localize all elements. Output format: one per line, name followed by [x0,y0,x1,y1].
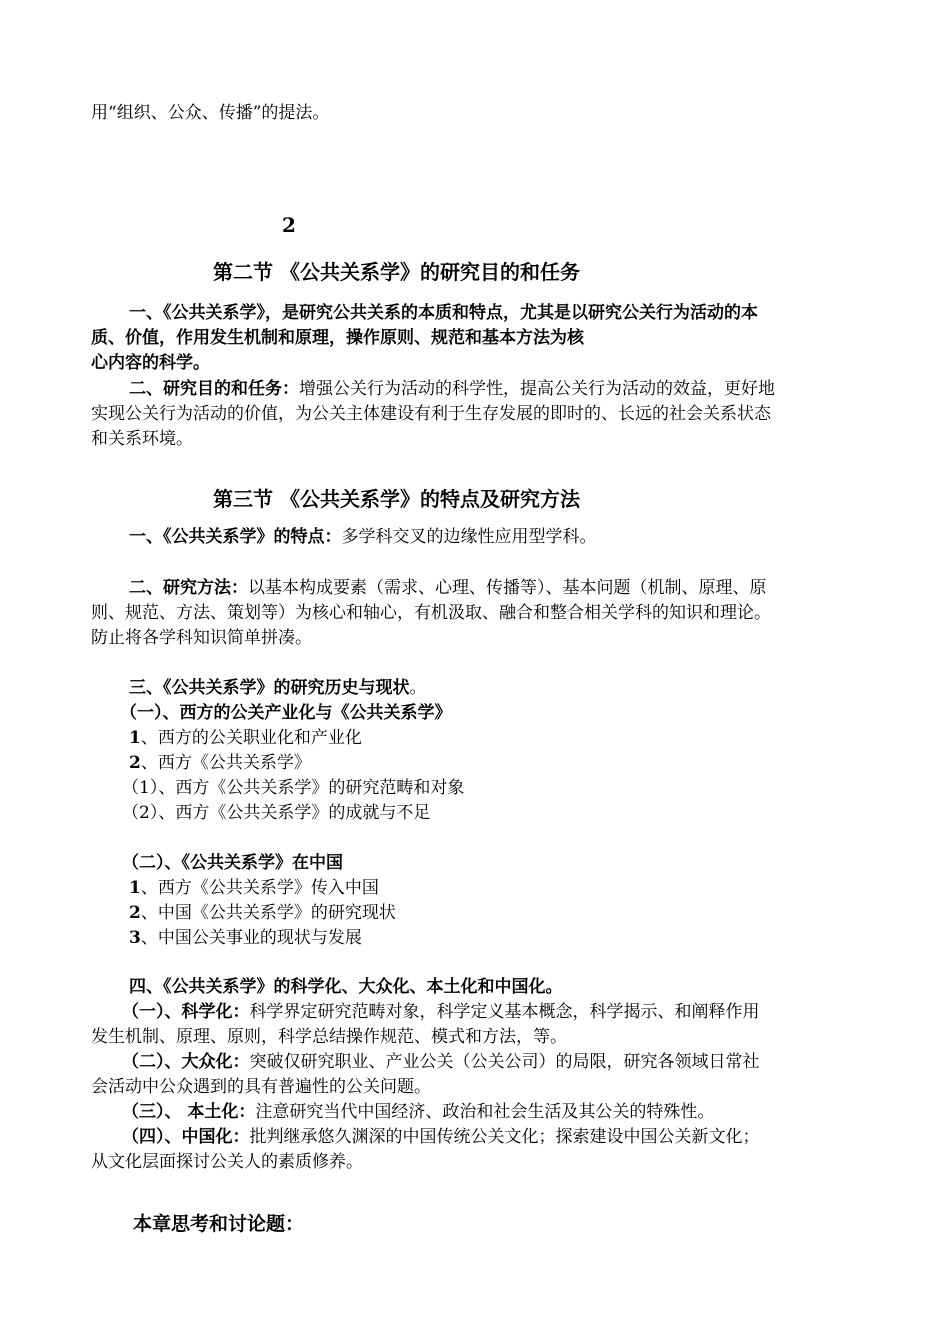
s3-p2-lead: 二、研究方法： [129,578,248,598]
s3-p4d-line [122,1125,760,1149]
s3-p1-lead: 一、《公共关系学》的特点： [129,527,342,547]
s3-p4b-text: 突破仅研究职业、产业公关（公关公司）的局限，研究各领域日常社 [249,1052,760,1072]
s3-sub2-title: （二）、《公共关系学》在中国 [122,853,343,873]
list-item [129,751,311,775]
list-item [129,876,379,900]
list-item-number: 2 [129,753,141,773]
list-item: （1）、西方《公共关系学》的研究范畴和对象 [122,778,465,798]
s2-p2-line: 和关系环境。 [91,429,193,449]
list-item [129,726,362,750]
s3-p2-line: 防止将各学科知识简单拼凑。 [91,628,312,648]
s3-p1-line [129,525,597,549]
s3-p4a-text: 科学界定研究范畴对象，科学定义基本概念，科学揭示、和阐释作用 [249,1002,760,1022]
s3-p3-tail: 。 [409,678,427,698]
s3-p4-title: 四、《公共关系学》的科学化、大众化、本土化和中国化。 [129,977,563,997]
s2-p1-line: 一、《公共关系学》，是研究公共关系的本质和特点，尤其是以研究公关行为活动的本 [129,303,758,323]
s3-p2-text: 以基本构成要素（需求、心理、传播等）、基本问题（机制、原理、原 [248,578,767,598]
s3-p4c-text: 注意研究当代中国经济、政治和社会生活及其公关的特殊性。 [255,1102,715,1122]
s3-p4b-line [122,1050,760,1074]
s2-p2-lead: 二、研究目的和任务： [129,379,299,399]
s3-p4a-line [122,1000,760,1024]
list-item-number: 3 [129,928,141,948]
s3-p4a-lead: （一）、科学化： [122,1002,250,1022]
list-item-number: 1 [129,728,141,748]
s3-p4d-text: 批判继承悠久渊深的中国传统公关文化；探索建设中国公关新文化； [249,1127,760,1147]
s3-p1-text: 多学科交叉的边缘性应用型学科。 [341,527,597,547]
s3-p4d-line: 从文化层面探讨公关人的素质修养。 [91,1152,363,1172]
s2-p2-text: 增强公关行为活动的科学性，提高公关行为活动的效益，更好地 [299,379,775,399]
list-item-number: 2 [129,903,141,923]
list-item-text: 、中国《公共关系学》的研究现状 [140,903,396,923]
s3-p4c-lead: （三）、 本土化： [122,1102,256,1122]
s3-p2-line [129,576,767,600]
list-item: （2）、西方《公共关系学》的成就与不足 [122,803,431,823]
s3-p4b-lead: （二）、大众化： [122,1052,250,1072]
section-3-title: 第三节 《公共关系学》的特点及研究方法 [213,487,580,511]
s3-p4c-line [122,1100,714,1124]
section-2-title: 第二节 《公共关系学》的研究目的和任务 [213,260,580,284]
list-item-text: 、西方的公关职业化和产业化 [140,728,362,748]
body-line: 用“组织、公众、传播”的提法。 [91,103,330,123]
page-number: 2 [282,213,296,237]
list-item-text: 、中国公关事业的现状与发展 [140,928,362,948]
s2-p2-line [129,377,775,401]
s2-p1-line: 心内容的科学。 [91,353,210,373]
s3-p4b-line: 会活动中公众遇到的具有普遍性的公关问题。 [91,1077,431,1097]
s3-sub1-title: （一）、西方的公关产业化与《公共关系学》 [120,703,452,723]
list-item-text: 、西方《公共关系学》 [140,753,311,773]
s3-p4a-line: 发生机制、原理、原则，科学总结操作规范、模式和方法，等。 [91,1027,567,1047]
list-item [129,926,362,950]
s2-p2-line: 实现公关行为活动的价值，为公关主体建设有利于生存发展的即时的、长远的社会关系状态 [91,404,771,424]
s3-p2-line: 则、规范、方法、策划等）为核心和轴心，有机汲取、融合和整合相关学科的知识和理论。 [91,603,771,623]
s3-p3-lead: 三、《公共关系学》的研究历史与现状 [129,678,410,698]
list-item-number: 1 [129,878,141,898]
s2-p1-line: 质、价值，作用发生机制和原理，操作原则、规范和基本方法为核 [91,328,584,348]
chapter-questions-heading: 本章思考和讨论题： [133,1213,305,1235]
s3-p3-heading [129,676,427,700]
s3-p4d-lead: （四）、中国化： [122,1127,250,1147]
list-item-text: 、西方《公共关系学》传入中国 [140,878,379,898]
list-item [129,901,396,925]
